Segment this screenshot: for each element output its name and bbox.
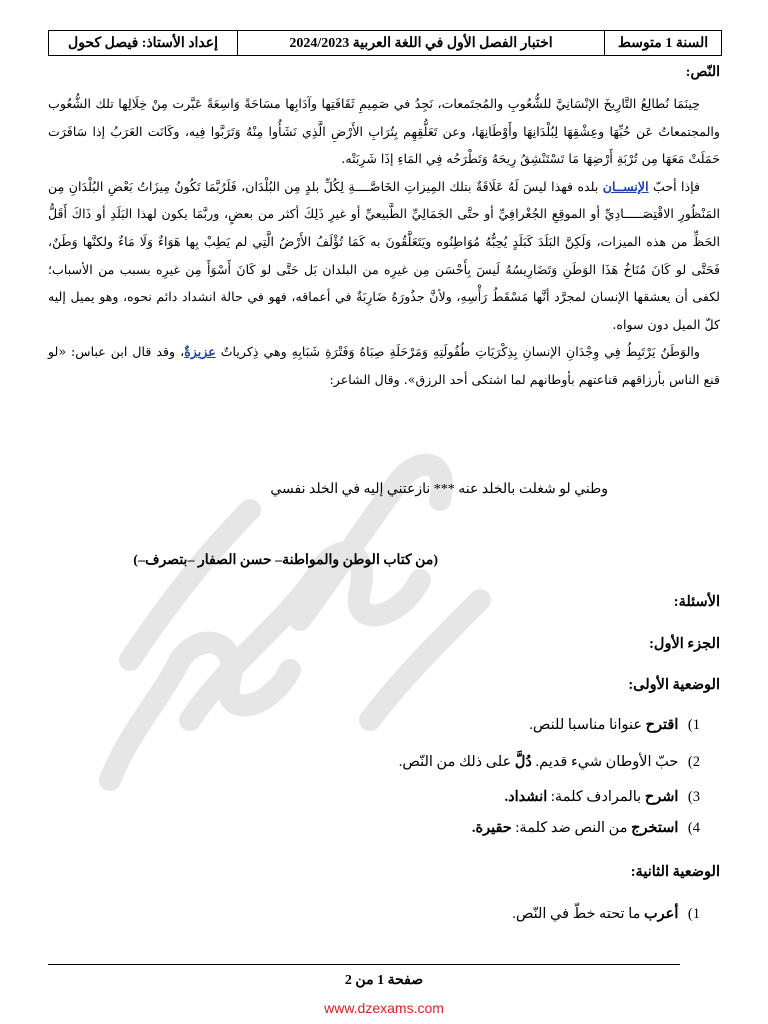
question-3: 3) اشرح بالمرادف كلمة: انشداد. xyxy=(504,789,700,805)
paragraph-1: حِينَمَا نُطالِعُ التَّارِيخَ الإنْسَانِيَّ للشُّعُوبِ والمُجتَمعات، نَجِدُ في صَمِيمِ ثَقَافَتِها وآدَابِها مسَاحَةً وَاسِعَةً عَبَّرت مِنْ خِلَالِها تلك الشُّعُوب والمجتمعاتُ عَن حُبِّهَا وعِشْقِهَا لِبُلْدَانِهَا وأَوْطَانِهَا، وعن تَعَلُّقِهِم بِتُرَابِ الأَرْضِ الَّذِي نَشَأُوا مِنْهُ وَتَرَبَّوا فِيه، وكَانَت العَرَبُ إذا سَافَرَت حَمَلَتْ مَعَهَا مِن تُرْبَةِ أَرْضِهَا مَا تَسْتَنْشِقُ رِيحَهُ وَتَطْرَحُه فِي المَاءِ إذَا شَرِبَتْه. xyxy=(48,96,720,167)
paragraph-2: فإذا أحبّ الإنســان بلده فهذا ليسَ لَهُ عَلَاقَةٌ بتلك المِيزاتِ الخَاصَّــــةِ لِكُلِّ بلدٍ مِن البُلْدَان، فَلَرُبَّمَا تَكُونُ مِيزَاتُ بَعْضِ البُلْدَانِ مِن المَنْظُورِ الاقْتِصَـــــادِيِّ أو الموقِعِ الجُغْرافِيِّ أو حتَّى الجَمَالِيِّ الطَّبيعيِّ أو غيرِ ذَلِكَ أكثر من بعضٍ، وربَّمَا يكون لهذا البَلَدِ أو ذَاكَ أَقَلُّ الحَظِّ من هذه الميزات، وَلَكِنَّ البَلَدَ كَبَلَدٍ يُحِبُّهُ مُوَاطِنُوه ويَتَعَلَّقُونَ به كَمَا تُؤْلَفُ الأَرْضُ الَّتِي لم يَطِبْ بِها هَوَاءٌ وَلَا مَاءٌ ولكنَّها وَطَنٌ، فَحَتَّى لو كَانَ مُنَاخُ هَذَا الوَطَنِ وَتَضَارِيسُهُ لَيسَ بِأَحْسَن مِن غيرِه من البلدان بَل حَتَّى لو كَانَ أَسْوَأَ مِن غيرِه بسبب من الأسباب؛ لكفى أن يعشقها الإنسان لمجرَّد أنَّها مَسْقَطُ رَأْسِهِ، ولأنَّ جذُورَهُ ضَارِبَةٌ في أعماقه، فهو في حالة انشداد دائم نحوه، وهو يميل إليه كلّ الميل دون سواه. xyxy=(48,178,720,332)
poem-verse: وطني لو شغلت بالخلد عنه *** نازعتني إليه في الخلد نفسي xyxy=(270,482,608,497)
situation-2-heading: الوضعية الثانية: xyxy=(630,864,720,880)
header-author: إعداد الأستاذ: فيصل كحول xyxy=(68,35,218,51)
source-citation: (من كتاب الوطن والمواطنة– حسن الصفار –بتصرف–) xyxy=(133,553,438,568)
situation-1-heading: الوضعية الأولى: xyxy=(628,677,720,693)
exam-header xyxy=(48,30,722,56)
footer-divider xyxy=(48,964,680,965)
passage xyxy=(48,90,720,394)
header-level: السنة 1 متوسط xyxy=(604,31,721,55)
question-s2-1: 1) أعرب ما تحته خطّ في النّص. xyxy=(512,906,700,922)
question-2: 2) حبّ الأوطان شيء قديم. دُلَّ على ذلك من النّص. xyxy=(398,754,700,770)
paragraph-3: والوَطَنُ يَرْتَبِطُ فِي وِجْدَانِ الإنسانِ بِذِكْرَيَاتِ طُفُولَتِهِ وَمَرْحَلَةِ صِبَاهُ وَفَتْرَةِ شَبَابِهِ وهي ذِكرياتٌ عزيزةٌ، وقد قال ابن عباس: «لو قنع الناس بأرزاقهم قناعتهم بأوطانهم لما اشتكى أحد الرزق». وقال الشاعر: xyxy=(48,344,720,387)
questions-heading: الأسئلة: xyxy=(673,594,720,610)
header-title: اختبار الفصل الأول في اللغة العربية 2024/2023 xyxy=(237,31,604,55)
highlighted-word: الإنســان xyxy=(602,178,649,194)
question-1: 1) اقترح عنوانا مناسبا للنص. xyxy=(529,717,700,733)
question-4: 4) استخرج من النص ضد كلمة: حقيرة. xyxy=(471,820,700,836)
site-link[interactable]: www.dzexams.com xyxy=(324,1000,444,1016)
part-1-heading: الجزء الأول: xyxy=(649,636,720,652)
page-number: صفحة 1 من 2 xyxy=(344,973,424,988)
text-heading: النّص: xyxy=(685,65,720,80)
highlighted-word: عزيزةٌ xyxy=(184,344,216,360)
